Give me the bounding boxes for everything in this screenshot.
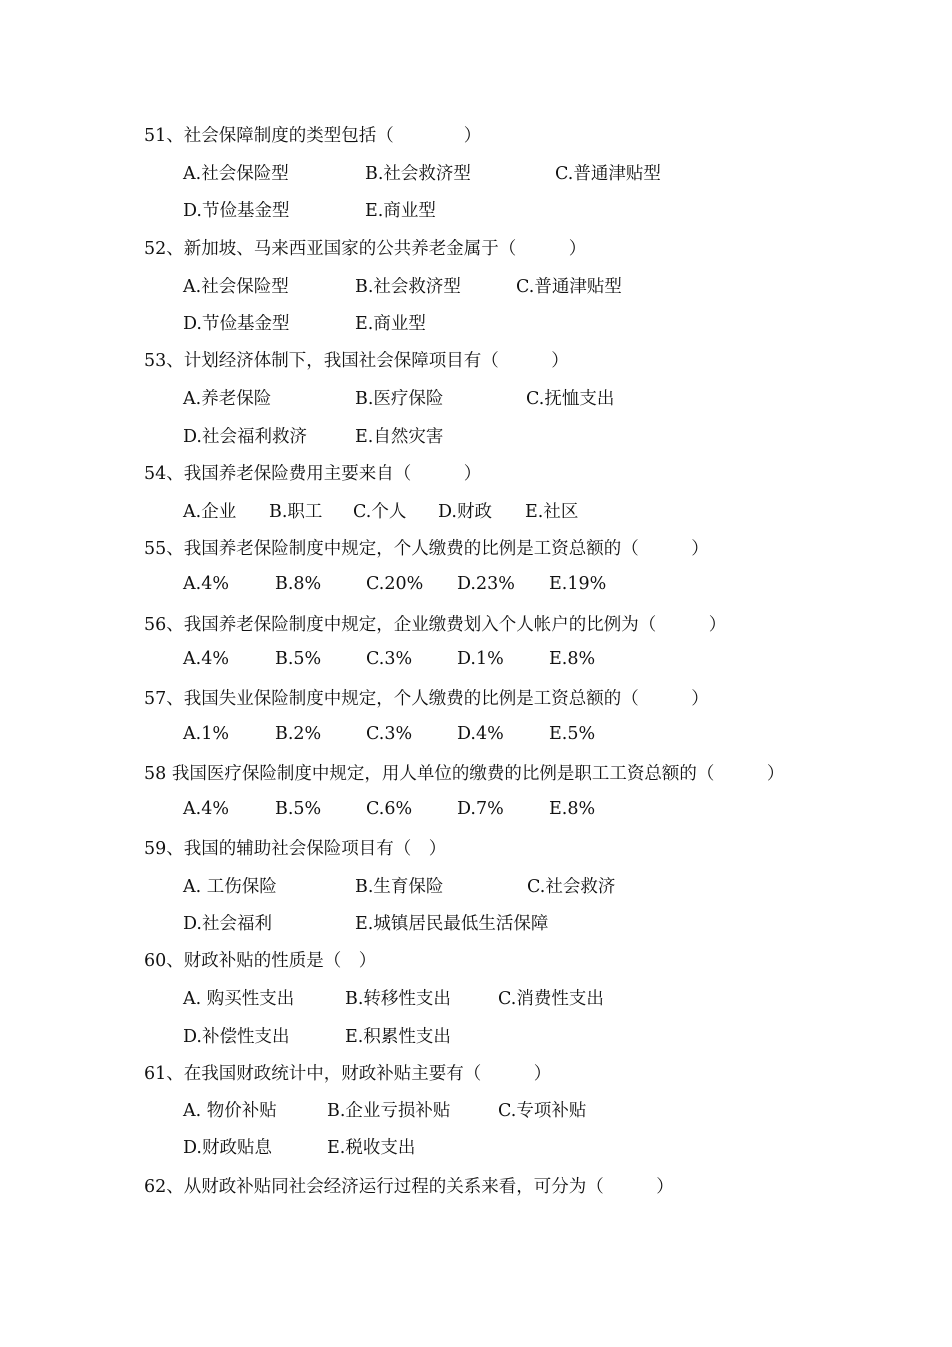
answer-option: D.财政 xyxy=(438,502,492,522)
answer-option: B.5% xyxy=(275,649,322,669)
answer-option: D.节俭基金型 xyxy=(183,201,290,221)
answer-option: E.19% xyxy=(549,574,607,594)
answer-option: C.消费性支出 xyxy=(498,989,604,1009)
answer-option: A. 工伤保险 xyxy=(183,877,277,897)
answer-option: A.社会保险型 xyxy=(183,164,289,184)
answer-option: D.23% xyxy=(457,574,515,594)
answer-option: B.医疗保险 xyxy=(355,389,444,409)
question-stem: 62、从财政补贴同社会经济运行过程的关系来看，可分为（ ） xyxy=(144,1177,674,1197)
question-stem: 53、计划经济体制下，我国社会保障项目有（ ） xyxy=(144,351,569,371)
answer-option: A. 物价补贴 xyxy=(183,1101,277,1121)
question-stem: 59、我国的辅助社会保险项目有（ ） xyxy=(144,839,447,859)
answer-option: A.4% xyxy=(183,799,229,819)
answer-option: E.商业型 xyxy=(355,314,426,334)
answer-option: E.8% xyxy=(549,799,596,819)
answer-option: D.4% xyxy=(457,724,504,744)
answer-option: C.6% xyxy=(366,799,413,819)
answer-option: E.积累性支出 xyxy=(345,1027,451,1047)
answer-option: C.专项补贴 xyxy=(498,1101,587,1121)
answer-option: E.自然灾害 xyxy=(355,427,444,447)
answer-option: E.5% xyxy=(549,724,596,744)
answer-option: D.财政贴息 xyxy=(183,1138,272,1158)
answer-option: A.4% xyxy=(183,574,229,594)
answer-option: D.社会福利救济 xyxy=(183,427,307,447)
answer-option: A.1% xyxy=(183,724,229,744)
question-stem: 52、新加坡、马来西亚国家的公共养老金属于（ ） xyxy=(144,239,587,259)
answer-option: A. 购买性支出 xyxy=(183,989,295,1009)
answer-option: E.商业型 xyxy=(365,201,436,221)
answer-option: D.节俭基金型 xyxy=(183,314,290,334)
answer-option: E.城镇居民最低生活保障 xyxy=(355,914,549,934)
answer-option: A.养老保险 xyxy=(183,389,272,409)
question-stem: 51、社会保障制度的类型包括（ ） xyxy=(144,126,482,146)
question-stem: 61、在我国财政统计中，财政补贴主要有（ ） xyxy=(144,1064,552,1084)
answer-option: D.补偿性支出 xyxy=(183,1027,290,1047)
answer-option: B.企业亏损补贴 xyxy=(327,1101,451,1121)
answer-option: B.5% xyxy=(275,799,322,819)
question-stem: 54、我国养老保险费用主要来自（ ） xyxy=(144,464,482,484)
answer-option: E.税收支出 xyxy=(327,1138,416,1158)
answer-option: E.社区 xyxy=(525,502,579,522)
question-stem: 56、我国养老保险制度中规定，企业缴费划入个人帐户的比例为（ ） xyxy=(144,615,727,635)
answer-option: B.生育保险 xyxy=(355,877,444,897)
answer-option: C.普通津贴型 xyxy=(516,277,622,297)
question-stem: 60、财政补贴的性质是（ ） xyxy=(144,951,377,971)
question-stem: 55、我国养老保险制度中规定，个人缴费的比例是工资总额的（ ） xyxy=(144,539,709,559)
answer-option: B.8% xyxy=(275,574,322,594)
answer-option: C.3% xyxy=(366,649,413,669)
answer-option: C.个人 xyxy=(353,502,407,522)
answer-option: B.社会救济型 xyxy=(355,277,461,297)
answer-option: A.企业 xyxy=(183,502,237,522)
answer-option: C.社会救济 xyxy=(527,877,616,897)
answer-option: B.社会救济型 xyxy=(365,164,471,184)
answer-option: A.社会保险型 xyxy=(183,277,289,297)
answer-option: B.转移性支出 xyxy=(345,989,451,1009)
answer-option: E.8% xyxy=(549,649,596,669)
answer-option: B.职工 xyxy=(269,502,323,522)
answer-option: D.1% xyxy=(457,649,504,669)
answer-option: C.普通津贴型 xyxy=(555,164,661,184)
answer-option: C.抚恤支出 xyxy=(526,389,615,409)
answer-option: C.3% xyxy=(366,724,413,744)
question-stem: 58 我国医疗保险制度中规定，用人单位的缴费的比例是职工工资总额的（ ） xyxy=(144,764,785,784)
question-stem: 57、我国失业保险制度中规定，个人缴费的比例是工资总额的（ ） xyxy=(144,689,709,709)
answer-option: B.2% xyxy=(275,724,322,744)
answer-option: D.7% xyxy=(457,799,504,819)
answer-option: D.社会福利 xyxy=(183,914,272,934)
answer-option: C.20% xyxy=(366,574,424,594)
answer-option: A.4% xyxy=(183,649,229,669)
